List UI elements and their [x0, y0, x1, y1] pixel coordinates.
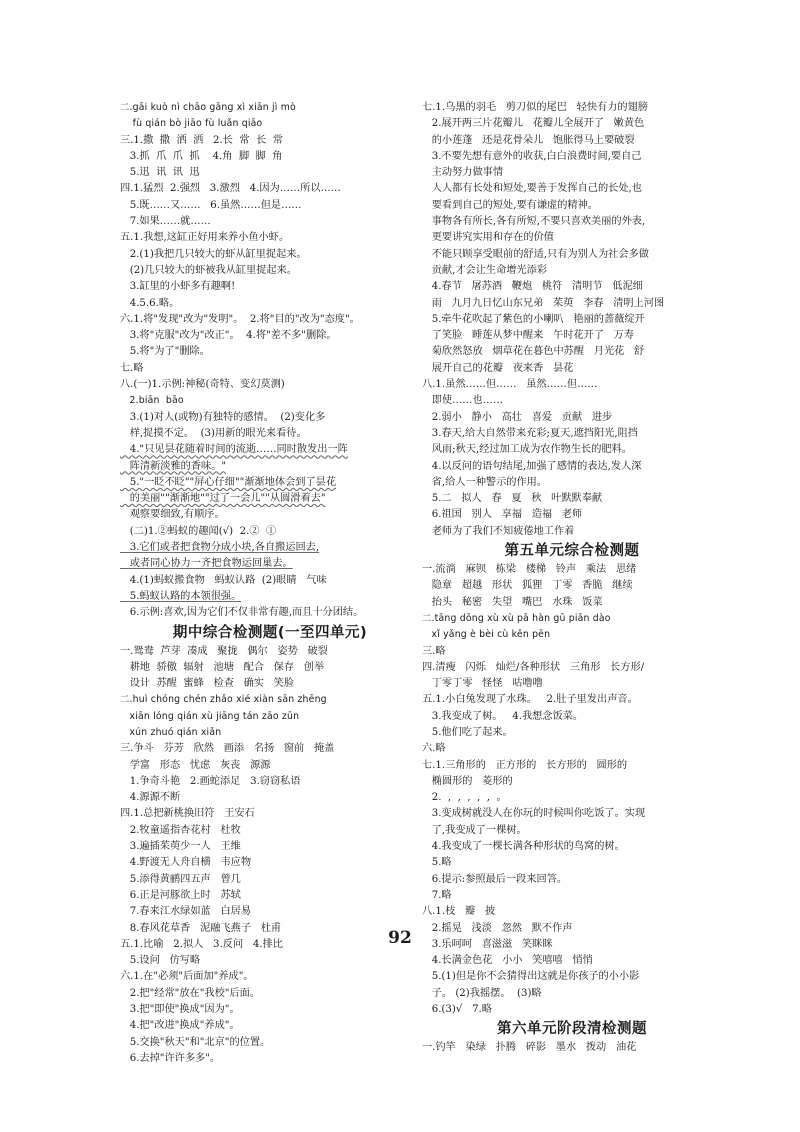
answer-line: 5.二 拟人 春 夏 秋 叶默默奉献 — [422, 493, 603, 505]
answer-line: 3.(1)对人(或物)有独特的感情。 (2)变化多 — [120, 411, 326, 423]
answer-line: 了,我变成了一棵树。 — [422, 824, 527, 836]
answer-line: 主动努力做事情 — [422, 167, 504, 179]
answer-line: 6.(3)√ 7.略 — [422, 1004, 492, 1016]
answer-line: 2.biān bāo — [120, 395, 184, 407]
answer-line: 三.略 — [422, 645, 446, 657]
answer-line: 3.乐呵呵 喜滋滋 笑眯眯 — [422, 938, 553, 950]
answer-line: 椭圆形的 菱形的 — [422, 775, 513, 787]
answer-line: 六.略 — [422, 743, 446, 755]
answer-line: 七.略 — [120, 362, 144, 374]
answer-line: 5.设问 仿写略 — [120, 955, 201, 967]
answer-line: 二.tāng dōng xù xù pā hàn gū piān dào — [422, 612, 611, 624]
answer-line: 7.略 — [422, 889, 452, 901]
answer-line: 学富 形态 忧虑 灰丧 源源 — [120, 759, 271, 771]
answer-line: 4.(1)蚂蚁搬食物 蚂蚁认路 (2)眼睛 气味 — [120, 574, 327, 586]
answer-line: 6.提示:参照最后一段来回答。 — [422, 873, 568, 885]
answer-line: 3.不要先想有意外的收获,白白浪费时间,要自己 — [422, 150, 642, 162]
answer-line: 要看到自己的短处,要有谦虚的精神。 — [422, 199, 598, 211]
answer-line: fù qián bò jiāo fù luǎn qiāo — [120, 118, 263, 130]
answer-line: 3.把"即使"换成"因为"。 — [120, 1004, 240, 1016]
answer-line: 四.1.猛烈 2.强烈 3.激烈 4.因为……所以…… — [120, 183, 341, 195]
left-column — [120, 100, 420, 1067]
answer-line: 5.交换"秋天"和"北京"的位置。 — [120, 1036, 271, 1048]
answer-line: 事物各有所长,各有所短,不要只喜欢美丽的外表, — [422, 216, 646, 228]
answer-line: 贡献,才会让生命增光添彩 — [422, 264, 548, 276]
answer-line: 4.我变成了一棵长满各种形状的鸟窝的树。 — [422, 841, 625, 853]
answer-line: 2.(1)我把几只较大的虾从缸里捉起来。 — [120, 248, 307, 260]
answer-line: 3.缸里的小虾多有趣啊! — [120, 281, 236, 293]
answer-line: 5.他们吃了起来。 — [422, 726, 513, 738]
answer-line: 3.抓 爪 爪 抓 4.角 脚 脚 角 — [120, 150, 283, 162]
answer-line: 8.春风花草香 泥融飞燕子 杜甫 — [120, 922, 282, 934]
answer-line: 6.示例:喜欢,因为它们不仅非常有趣,而且十分团结。 — [120, 607, 364, 619]
answer-line: 4.源源不断 — [120, 792, 181, 804]
answer-line: 耕地 骄傲 辐射 池塘 配合 保存 创举 — [120, 661, 325, 673]
answer-line: 六.1.将"发现"改为"发明"。 2.将"目的"改为"态度"。 — [120, 313, 360, 325]
section-heading: 期中综合检测题(一至四单元) — [172, 624, 368, 641]
answer-line: 七.1.乌黑的羽毛 剪刀似的尾巴 轻快有力的翅膀 — [422, 102, 648, 113]
answer-line: (二)1.②蚂蚁的趣闻(√) 2.② ① — [120, 525, 277, 537]
answer-line: 了笑脸 睡莲从梦中醒来 午时花开了 万寿 — [422, 330, 635, 342]
answer-line: 4.春节 屠苏酒 鞭炮 桃符 清明节 低泥细 — [422, 281, 643, 293]
right-column — [422, 100, 722, 1057]
answer-line: 风雨;秋天,经过加工成为农作物生长的肥料。 — [422, 444, 632, 456]
answer-line: 丁零丁零 怪怪 咕噜噜 — [422, 678, 543, 690]
answer-line: 三.争斗 芬芳 欣然 画添 名扬 窗前 掩盖 — [120, 743, 335, 755]
section-heading: 第六单元阶段清检测题 — [497, 1021, 647, 1038]
answer-line: 二.huì chóng chén zhǎo xié xiàn sān zhēng — [120, 694, 327, 706]
answer-line: 七.1.三角形的 正方形的 长方形的 圆形的 — [422, 759, 628, 771]
answer-line: 观察要细致,有顺序。 — [120, 509, 225, 521]
answer-line: 八.1.虽然……但…… 虽然……但…… — [422, 379, 598, 391]
answer-line: 6.正是河豚欲上时 苏轼 — [120, 889, 241, 901]
answer-line: 3.它们或者把食物分成小块,各自搬运回去, — [120, 542, 320, 554]
answer-line: 5.略 — [422, 857, 452, 869]
answer-line: 不能只顾享受眼前的舒适,只有为别人为社会多做 — [422, 248, 649, 260]
answer-line: 四.清瘦 闪烁 灿烂/各种形状 三角形 长方形/ — [422, 661, 645, 673]
answer-line: 老师为了我们不知疲倦地工作着 — [422, 525, 575, 537]
answer-line: 雨 九月九日忆山东兄弟 茱萸 李春 清明上河图 — [422, 297, 665, 309]
answer-line: 五.1.比喻 2.拟人 3.反问 4.排比 — [120, 938, 283, 950]
answer-line: 2.弱小 静小 高壮 喜爱 贡献 进步 — [422, 411, 613, 423]
answer-line: 5.将"为了"删除。 — [120, 346, 210, 358]
answer-line: 子。 (2)我摇摆。 (3)略 — [422, 987, 542, 999]
answer-line: 5.牵牛花吹起了紫色的小喇叭 艳丽的蔷薇绽开 — [422, 313, 645, 325]
answer-line: xiān lóng qián xù jiāng tán zāo zūn — [120, 710, 300, 722]
answer-line: 即使……也…… — [422, 395, 504, 407]
answer-line: 五.1.我想,这缸正好用来养小鱼小虾。 — [120, 232, 290, 244]
answer-line: 3.遍插茱萸少一人 王维 — [120, 841, 241, 853]
answer-line: 更要讲究实用和存在的价值 — [422, 232, 554, 244]
answer-line: 3.春天,给大自然带来充彩;夏天,遮挡阳光,阻挡 — [422, 427, 638, 439]
answer-line: 7.如果……就…… — [120, 216, 211, 228]
answer-line: 六.1.在"必须"后面加"养成"。 — [120, 971, 254, 983]
answer-line: 3.我变成了树。 4.我想念饭菜。 — [422, 710, 584, 722]
page-number: 92 — [388, 928, 412, 948]
answer-line: 5.既……又…… 6.虽然……但是…… — [120, 199, 302, 211]
answer-line: 八.1.枝 瓣 披 — [422, 906, 496, 918]
answer-line: 4.野渡无人舟自横 韦应物 — [120, 857, 252, 869]
answer-line: 6.祖国 别人 享福 造福 老师 — [422, 509, 583, 521]
answer-line: (2)几只较大的虾被我从缸里捉起来。 — [120, 264, 297, 276]
answer-line: 4.长满金色花 小小 笑嘻嘻 悄悄 — [422, 955, 593, 967]
answer-line: 3.变成树就没人在你玩的时候叫你吃饭了。实现 — [422, 808, 646, 820]
answer-line: 2.把"经常"放在"我校"后面。 — [120, 987, 261, 999]
answer-line: 人人都有长处和短处,要善于发挥自己的长处,也 — [422, 183, 642, 195]
answer-line: 或者同心协力一齐把食物运回巢去。 — [120, 558, 293, 570]
answer-line: 展开自己的花瓣 夜来香 昙花 — [422, 362, 574, 374]
answer-line: 阵清新淡雅的香味。" — [120, 460, 227, 472]
answer-line: 2. , , , , , 。 — [422, 792, 507, 804]
answer-line: 一.流淌 麻钡 栋梁 楼梯 铃声 乘法 思绪 — [422, 564, 637, 576]
answer-line: 五.1.小白兔发现了水珠。 2.肚子里发出声音。 — [422, 694, 638, 706]
answer-line: 一.鸳鸯 芦芽 凑成 聚拢 偶尔 姿势 破裂 — [120, 645, 328, 657]
answer-line: 省,给人一种警示的作用。 — [422, 476, 548, 488]
answer-line: xún zhuó qián xiǎn — [120, 726, 222, 738]
answer-line: 菊欣然怒放 烟草花在暮色中苏醒 月光花 舒 — [422, 346, 645, 358]
answer-line: 7.春来江水绿如蓝 白居易 — [120, 906, 252, 918]
answer-line: 4.以反问的语句结尾,加强了感情的表达,发人深 — [422, 460, 642, 472]
answer-line: xǐ yǎng è bèi cù kěn pēn — [422, 629, 551, 641]
answer-line: 一.钓竿 染绿 扑腾 碎影 墨水 拨动 油花 — [422, 1042, 637, 1054]
answer-line: 4.把"改进"换成"养成"。 — [120, 1020, 240, 1032]
answer-line: 的小莲蓬 还是花骨朵儿 饱胀得马上要破裂 — [422, 134, 635, 146]
answer-line: 1.争奇斗艳 2.画蛇添足 3.窃窃私语 — [120, 775, 301, 787]
answer-line: 八.(一)1.示例:神秘(奇特、变幻莫测) — [120, 379, 285, 391]
answer-line: 样,捉摸不定。 (3)用新的眼光来看待。 — [120, 427, 307, 439]
answer-line: 抬头 秘密 失望 嘴巴 水珠 饭菜 — [422, 596, 603, 608]
answer-line: 四.1.总把新桃换旧符 王安石 — [120, 808, 255, 820]
section-heading: 第五单元综合检测题 — [504, 543, 640, 560]
answer-line: 2.牧童遥指杏花村 杜牧 — [120, 824, 241, 836]
answer-line: 5.迅 讯 讯 迅 — [120, 167, 200, 179]
answer-line: 3.将"克服"改为"改正"。 4.将"差不多"删除。 — [120, 330, 337, 342]
answer-line: 二.gāi kuò nì chāo gāng xì xiān jì mò — [120, 102, 296, 113]
answer-line: 隐章 超越 形状 狐狸 丁零 香脆 继续 — [422, 580, 633, 592]
answer-line: 4.5.6.略。 — [120, 297, 180, 309]
answer-line: 4."只见昙花随着时间的流逝……同时散发出一阵 — [120, 444, 348, 456]
answer-line: 5."一眨不眨""屏心仔细""渐渐地体会到了昙花 — [120, 476, 337, 488]
answer-line: 5.添得黄鹂四五声 曾几 — [120, 873, 241, 885]
answer-line: 的美丽""渐渐地""过了一会儿""从圆滑着去" — [120, 493, 326, 505]
answer-line: 2.摇晃 浅淡 忽然 默不作声 — [422, 922, 573, 934]
answer-line: 2.展开两三片花瓣儿 花瓣儿全展开了 嫩黄色 — [422, 118, 645, 130]
answer-line: 5.(1)但是你不会猜得出这就是你孩子的小小影 — [422, 971, 640, 983]
answer-line: 设计 苏醒 蜜蜂 检查 确实 笑脸 — [120, 678, 295, 690]
answer-line: 5.蚂蚁认路的本领很强。 — [120, 590, 242, 602]
answer-line: 6.去掉"许许多多"。 — [120, 1052, 221, 1064]
answer-line: 三.1.撒 撒 洒 洒 2.长 常 长 常 — [120, 134, 283, 146]
